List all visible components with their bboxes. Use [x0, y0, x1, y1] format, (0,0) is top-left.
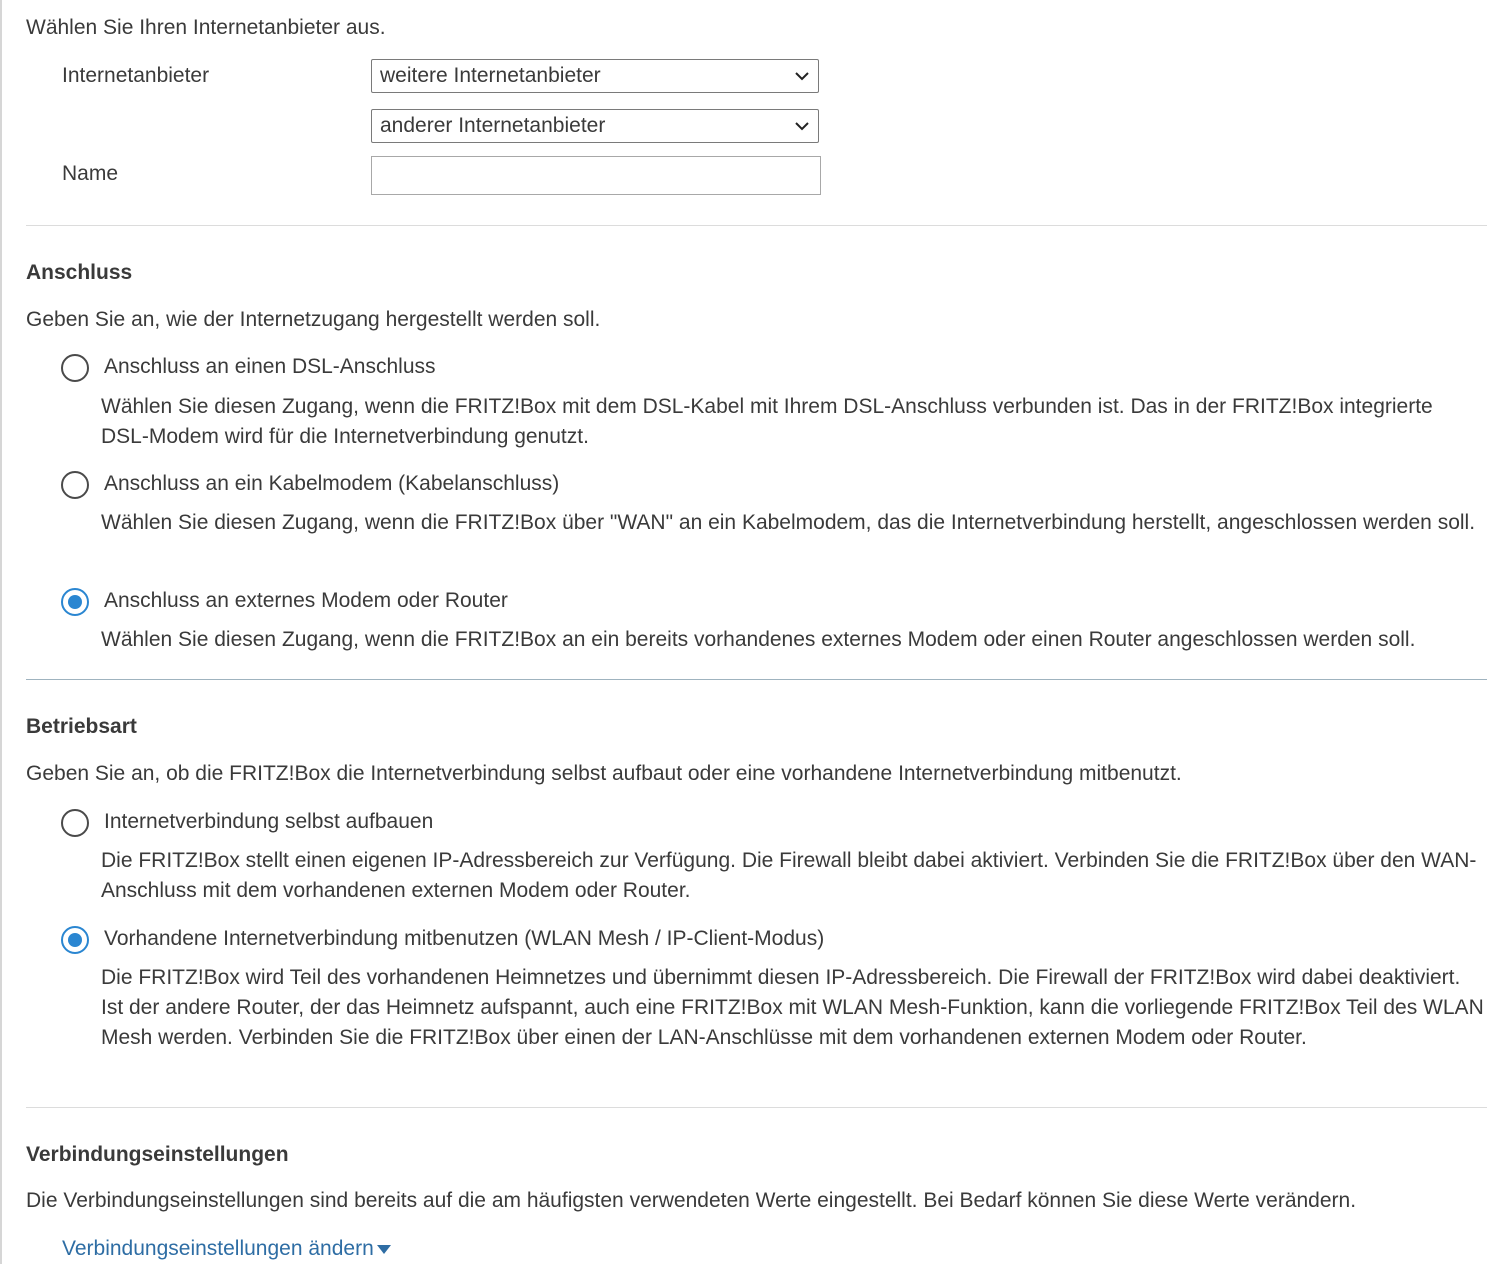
radio-shared-connection-label[interactable]: Vorhandene Internetverbindung mitbenutzen (WLAN Mesh / IP-Client-Modus) [104, 927, 825, 950]
radio-external-modem-label[interactable]: Anschluss an externes Modem oder Router [104, 589, 508, 612]
triangle-down-icon [377, 1245, 391, 1254]
left-border [0, 0, 2, 1264]
change-connection-settings-link[interactable] [62, 1234, 391, 1264]
chevron-down-icon [794, 116, 810, 136]
divider [26, 679, 1487, 680]
radio-cable-label[interactable]: Anschluss an ein Kabelmodem (Kabelanschluss) [104, 472, 560, 495]
provider-select[interactable] [371, 59, 819, 93]
divider [26, 225, 1487, 226]
divider [26, 1107, 1487, 1108]
betriebsart-intro: Geben Sie an, ob die FRITZ!Box die Internetverbindung selbst aufbaut oder eine vorhandene Internetverbindung mitbenutzt. [26, 762, 1182, 785]
provider-sub-select-value: anderer Internetanbieter [380, 114, 606, 137]
verbindung-heading: Verbindungseinstellungen [26, 1143, 289, 1166]
verbindung-intro: Die Verbindungseinstellungen sind bereits auf die am häufigsten verwendeten Werte eingestellt. Bei Bedarf können Sie diese Werte verändern. [26, 1189, 1357, 1212]
radio-external-modem-description: Wählen Sie diesen Zugang, wenn die FRITZ!Box an ein bereits vorhandenes externes Modem oder einen Router angeschlossen werden soll. [101, 628, 1416, 651]
radio-own-connection[interactable] [61, 809, 89, 837]
radio-own-connection-description: Die FRITZ!Box stellt einen eigenen IP-Adressbereich zur Verfügung. Die Firewall bleibt dabei aktiviert. Verbinden Sie die FRITZ!Box über den WAN-Anschluss mit dem vorhandenen externen Modem oder Router. [101, 849, 1477, 902]
radio-dsl-description: Wählen Sie diesen Zugang, wenn die FRITZ!Box mit dem DSL-Kabel mit Ihrem DSL-Anschluss verbunden ist. Das in der FRITZ!Box integrierte DSL-Modem wird für die Internetverbindung genutzt. [101, 395, 1433, 448]
radio-own-connection-label[interactable]: Internetverbindung selbst aufbauen [104, 810, 434, 833]
chevron-down-icon [794, 66, 810, 86]
radio-cable[interactable] [61, 471, 89, 499]
provider-select-value: weitere Internetanbieter [380, 64, 601, 87]
name-label: Name [62, 162, 119, 185]
anschluss-heading: Anschluss [26, 261, 133, 284]
name-input[interactable] [371, 156, 821, 195]
change-connection-settings-label: Verbindungseinstellungen ändern [62, 1237, 374, 1260]
provider-sub-select[interactable] [371, 109, 819, 143]
anschluss-intro: Geben Sie an, wie der Internetzugang hergestellt werden soll. [26, 308, 601, 331]
radio-shared-connection[interactable] [61, 926, 89, 954]
radio-shared-connection-description: Die FRITZ!Box wird Teil des vorhandenen Heimnetzes und übernimmt diesen IP-Adressbereich. Die Firewall der FRITZ!Box wird dabei deaktiviert. Ist der andere Router, der das Heimnetz aufspannt, auch eine FRITZ!Box mit WLAN Mesh-Funktion, kann die vorliegende FRITZ!Box Teil des WLAN Mesh werden. Verbinden Sie die FRITZ!Box über einen der LAN-Anschlüsse mit dem vorhandenen externen Modem oder Router. [101, 966, 1484, 1049]
radio-dsl-label[interactable]: Anschluss an einen DSL-Anschluss [104, 355, 436, 378]
provider-label: Internetanbieter [62, 64, 210, 87]
provider-intro: Wählen Sie Ihren Internetanbieter aus. [26, 16, 386, 39]
radio-cable-description: Wählen Sie diesen Zugang, wenn die FRITZ!Box über "WAN" an ein Kabelmodem, das die Internetverbindung herstellt, angeschlossen werden soll. [101, 511, 1476, 534]
radio-dsl[interactable] [61, 354, 89, 382]
radio-external-modem[interactable] [61, 588, 89, 616]
betriebsart-heading: Betriebsart [26, 715, 137, 738]
